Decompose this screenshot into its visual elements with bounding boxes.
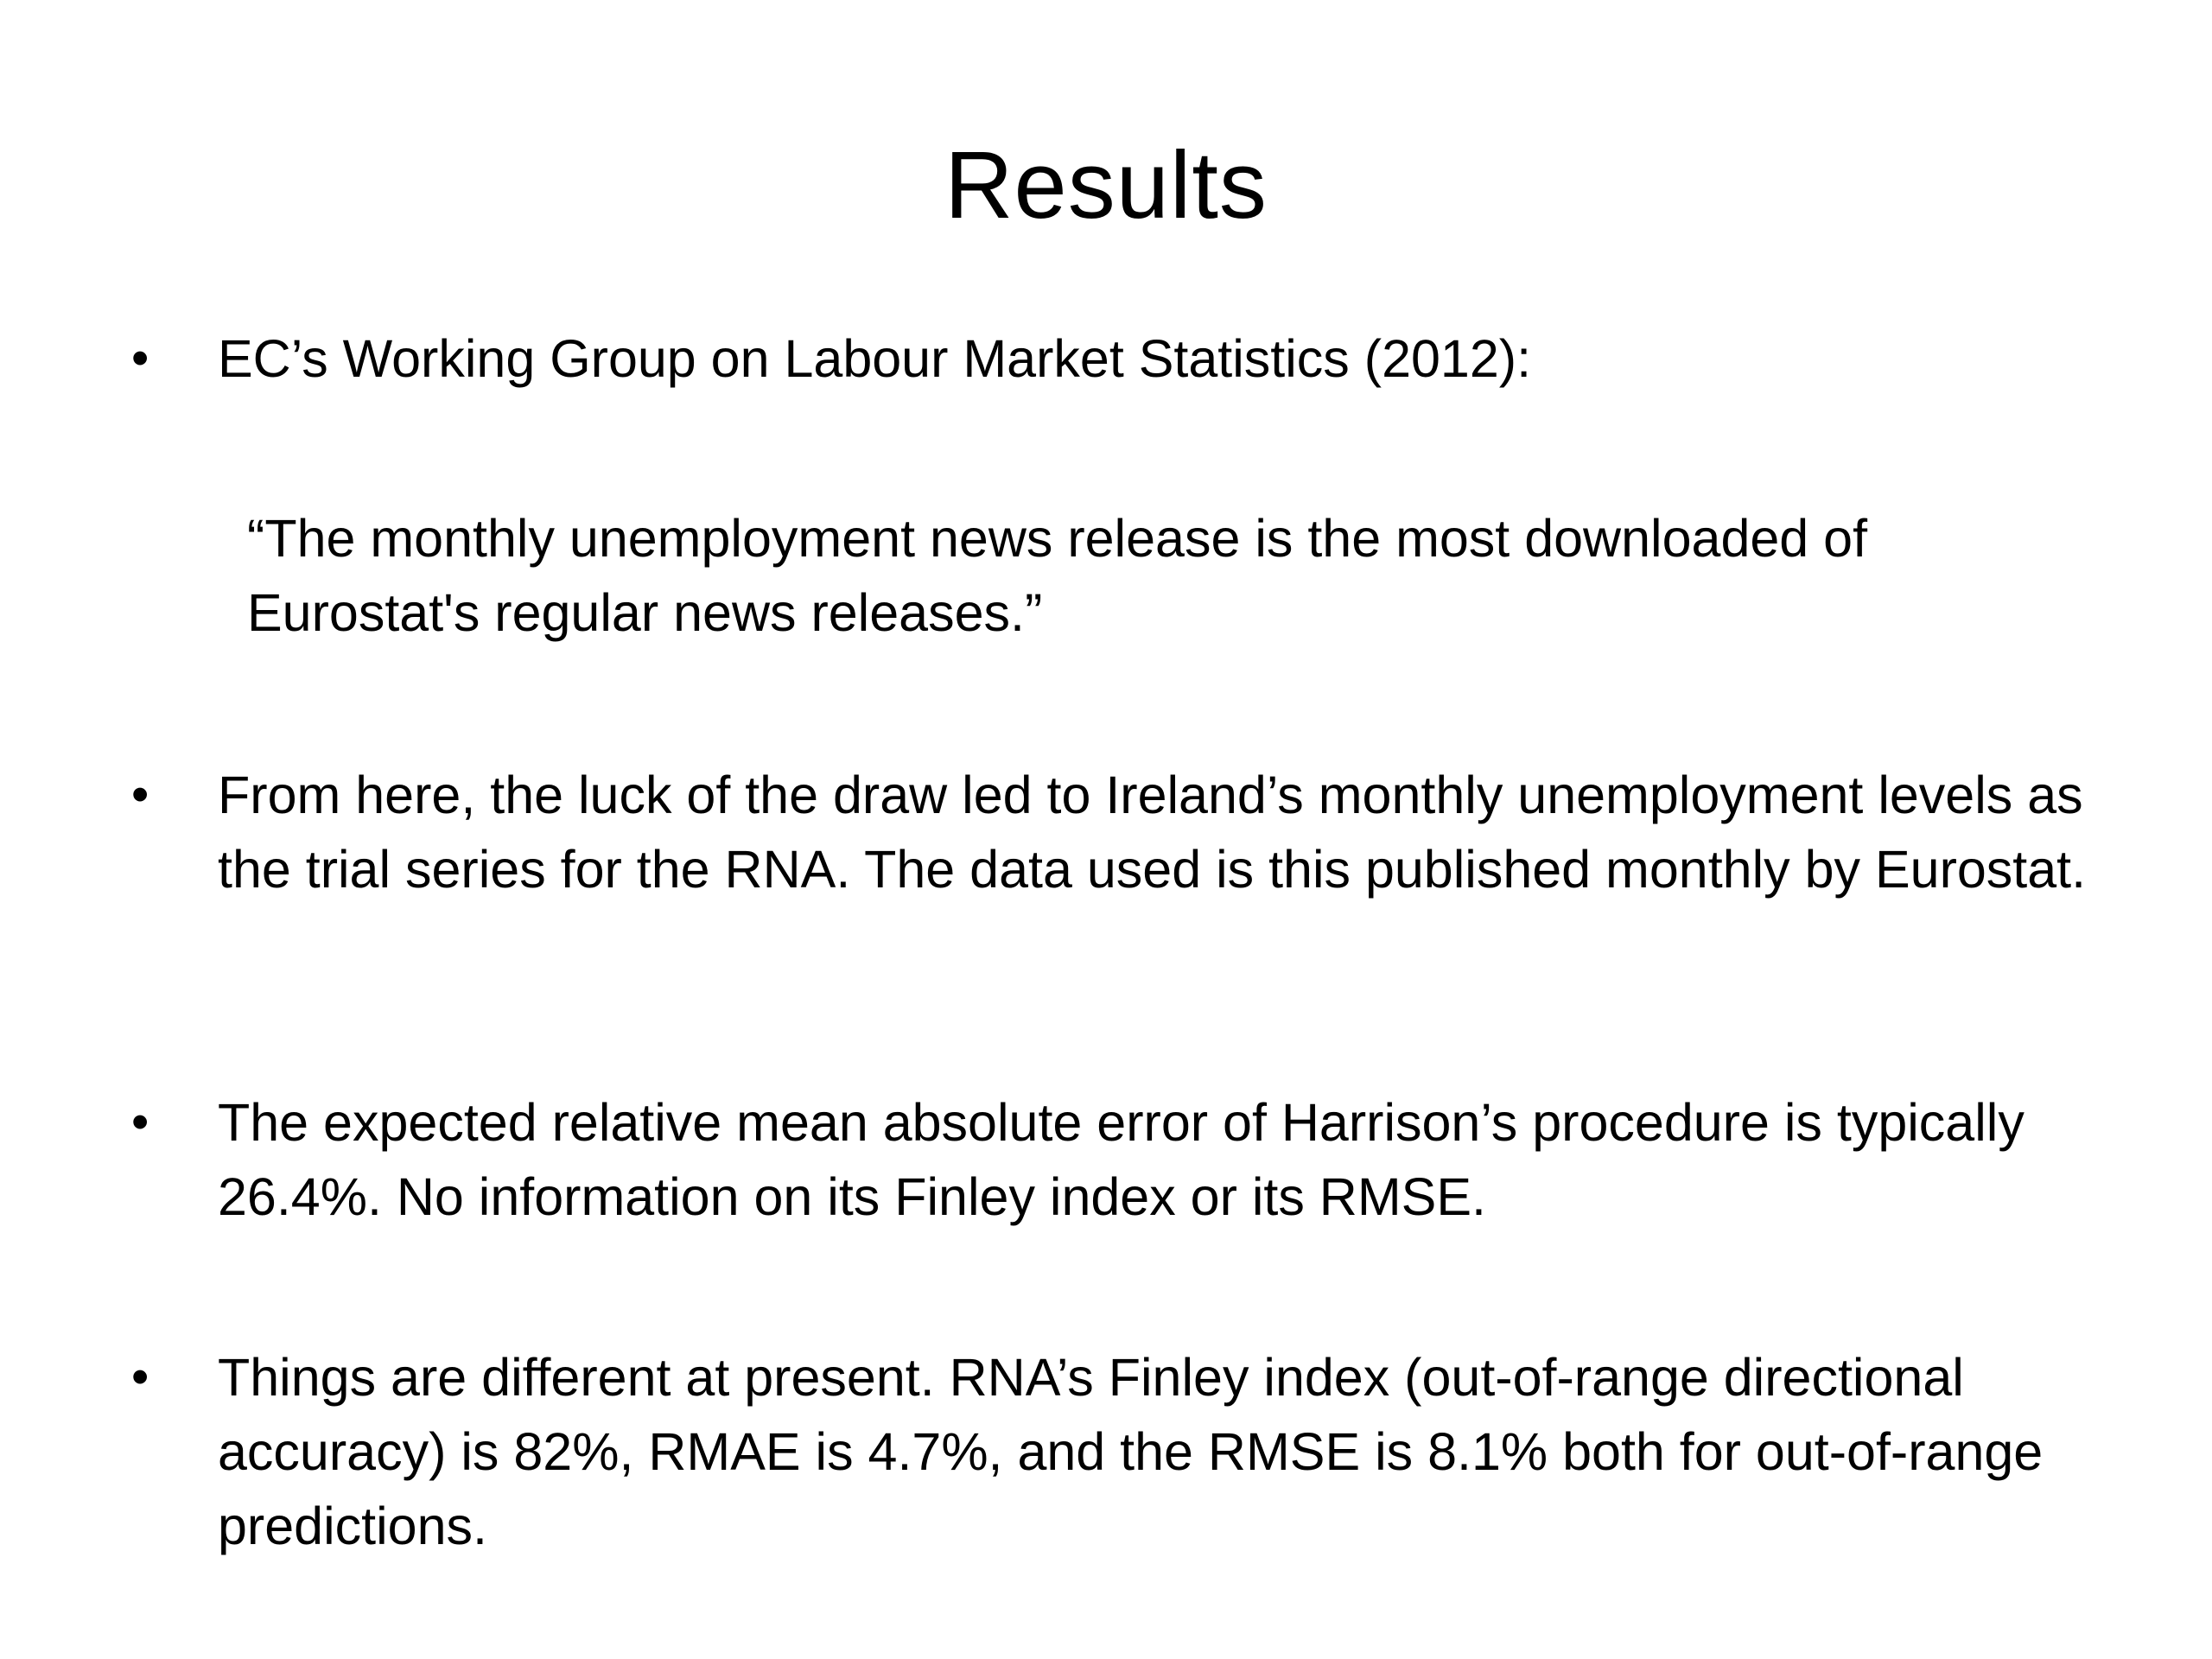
bullet-dot-icon: • [131, 1349, 149, 1405]
bullet-dot-icon: • [131, 1094, 149, 1150]
bullet-text: Things are different at present. RNA’s Finley index (out-of-range directional accuracy) is 82%, RMAE is 4.7%, and the RMSE is 8.1% both for out-of-range predictions. [218, 1348, 2044, 1555]
bullet-text: EC’s Working Group on Labour Market Statistics (2012): [218, 329, 1532, 388]
bullet-dot-icon: • [131, 330, 149, 386]
slide-title: Results [944, 132, 1268, 238]
bullet-text: From here, the luck of the draw led to Ireland’s monthly unemployment levels as the trial series for the RNA. The data used is this published monthly by Eurostat. [218, 766, 2087, 899]
bullet-dot-icon: • [131, 766, 149, 823]
quote-text: “The monthly unemployment news release is the most downloaded of Eurostat's regular news releases.” [247, 509, 1868, 642]
bullet-text: The expected relative mean absolute error of Harrison’s procedure is typically 26.4%. No information on its Finley index or its RMSE. [218, 1093, 2024, 1226]
